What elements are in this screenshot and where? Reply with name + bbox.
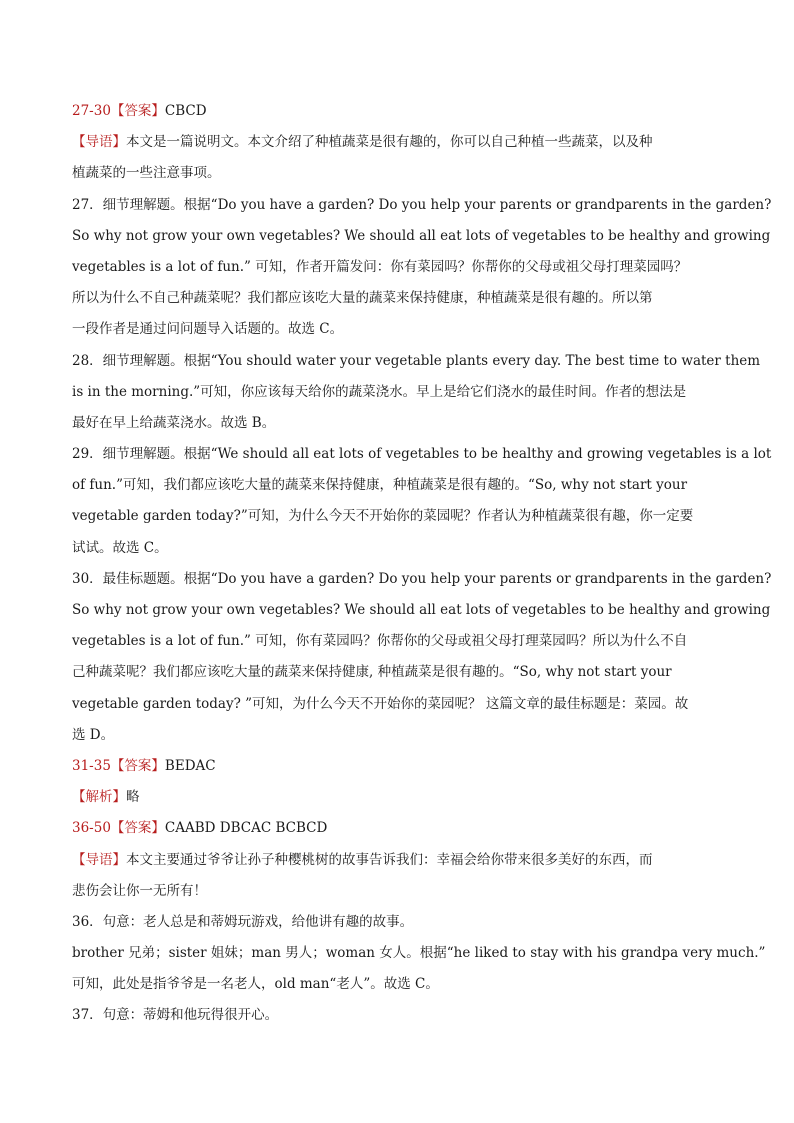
text-line bbox=[72, 158, 682, 189]
body-text: 植蔬菜的一些注意事项。 bbox=[72, 165, 221, 182]
text-line bbox=[72, 190, 772, 221]
answer-text: BEDAC bbox=[164, 757, 216, 774]
body-text: 所以为什么不自己种蔬菜呢？我们都应该吃大量的蔬菜来保持健康，种植蔬菜是很有趣的。所以第 bbox=[72, 290, 653, 307]
answer-text: CBCD bbox=[164, 103, 207, 119]
answer-text: CAABD DBCAC BCBCD bbox=[164, 820, 328, 837]
text-line bbox=[72, 720, 682, 751]
guide-marker: 【导语】 bbox=[72, 851, 126, 868]
guide-line bbox=[72, 845, 682, 876]
text-line bbox=[72, 439, 772, 470]
text-line bbox=[72, 626, 688, 657]
body-text: 可知，此处是指爷爷是一名老人，old man“老人”。故选 C。 bbox=[72, 976, 439, 993]
body-text: 36．句意：老人总是和蒂姆玩游戏，给他讲有趣的故事。 bbox=[72, 913, 414, 930]
document-body bbox=[72, 96, 772, 1032]
text-line bbox=[72, 501, 694, 532]
body-text: of fun.”可知，我们都应该吃大量的蔬菜来保持健康，种植蔬菜是很有趣的。“So, why not start your bbox=[72, 477, 688, 494]
body-text: vegetables is a lot of fun.” 可知，作者开篇发问：你有菜园吗？你帮你的父母或祖父母打理菜园吗？ bbox=[72, 258, 688, 275]
text-line bbox=[72, 564, 772, 595]
answer-line bbox=[72, 751, 682, 782]
body-text: vegetables is a lot of fun.” 可知，你有菜园吗？你帮你的父母或祖父母打理菜园吗？所以为什么不自 bbox=[72, 633, 688, 650]
body-text: 选 D。 bbox=[72, 726, 115, 743]
text-line bbox=[72, 346, 761, 377]
analysis-line bbox=[72, 782, 682, 813]
body-text: vegetable garden today? ”可知，为什么今天不开始你的菜园呢？ 这篇文章的最佳标题是：菜园。故 bbox=[72, 695, 689, 712]
body-text: 27．细节理解题。根据“Do you have a garden? Do you help your parents or grandparents in the garden? bbox=[72, 196, 772, 213]
answer-line bbox=[72, 96, 682, 127]
text-line bbox=[72, 1000, 682, 1031]
body-text: 悲伤会让你一无所有！ bbox=[72, 882, 207, 899]
text-line bbox=[72, 595, 771, 626]
guide-text: 本文是一篇说明文。本文介绍了种植蔬菜是很有趣的，你可以自己种植一些蔬菜，以及种 bbox=[126, 134, 653, 151]
body-text: So why not grow your own vegetables? We should all eat lots of vegetables to be healthy and growing bbox=[72, 227, 771, 244]
body-text: So why not grow your own vegetables? We should all eat lots of vegetables to be healthy and growing bbox=[72, 602, 771, 618]
text-line bbox=[72, 907, 682, 938]
body-text: 一段作者是通过问问题导入话题的。故选 C。 bbox=[72, 321, 344, 338]
text-line bbox=[72, 221, 771, 252]
body-text: 30．最佳标题题。根据“Do you have a garden? Do you help your parents or grandparents in the garden? bbox=[72, 570, 772, 587]
guide-text: 本文主要通过爷爷让孙子种樱桃树的故事告诉我们：幸福会给你带来很多美好的东西，而 bbox=[126, 851, 653, 868]
guide-line bbox=[72, 127, 682, 158]
answer-marker: 36-50【答案】 bbox=[72, 820, 165, 837]
text-line bbox=[72, 876, 682, 907]
answer-line bbox=[72, 813, 682, 844]
body-text: 试试。故选 C。 bbox=[72, 539, 168, 556]
text-line bbox=[72, 657, 682, 688]
answer-marker: 27-30【答案】 bbox=[72, 103, 165, 119]
answer-marker: 31-35【答案】 bbox=[72, 757, 165, 774]
text-line bbox=[72, 533, 682, 564]
text-line bbox=[72, 408, 682, 439]
body-text: is in the morning.”可知，你应该每天给你的蔬菜浇水。早上是给它们浇水的最佳时间。作者的想法是 bbox=[72, 383, 687, 400]
body-text: vegetable garden today?”可知，为什么今天不开始你的菜园呢？作者认为种植蔬菜很有趣，你一定要 bbox=[72, 508, 694, 525]
text-line bbox=[72, 689, 689, 720]
text-line bbox=[72, 377, 687, 408]
body-text: 28．细节理解题。根据“You should water your vegetable plants every day. The best time to water them bbox=[72, 352, 761, 369]
text-line bbox=[72, 283, 682, 314]
text-line bbox=[72, 252, 688, 283]
body-text: 37．句意：蒂姆和他玩得很开心。 bbox=[72, 1007, 279, 1024]
analysis-marker: 【解析】 bbox=[72, 789, 126, 806]
text-line bbox=[72, 314, 682, 345]
text-line bbox=[72, 470, 688, 501]
body-text: brother 兄弟；sister 姐妹；man 男人；woman 女人。根据“he liked to stay with his grandpa very much.” bbox=[72, 945, 766, 962]
body-text: 最好在早上给蔬菜浇水。故选 B。 bbox=[72, 414, 276, 431]
body-text: 己种蔬菜呢？我们都应该吃大量的蔬菜来保持健康, 种植蔬菜是很有趣的。“So, why not start your bbox=[72, 664, 672, 681]
text-line bbox=[72, 969, 682, 1000]
guide-marker: 【导语】 bbox=[72, 134, 126, 151]
analysis-text: 略 bbox=[126, 789, 140, 806]
text-line bbox=[72, 938, 766, 969]
body-text: 29．细节理解题。根据“We should all eat lots of vegetables to be healthy and growing vegetables is a lot bbox=[72, 446, 772, 463]
